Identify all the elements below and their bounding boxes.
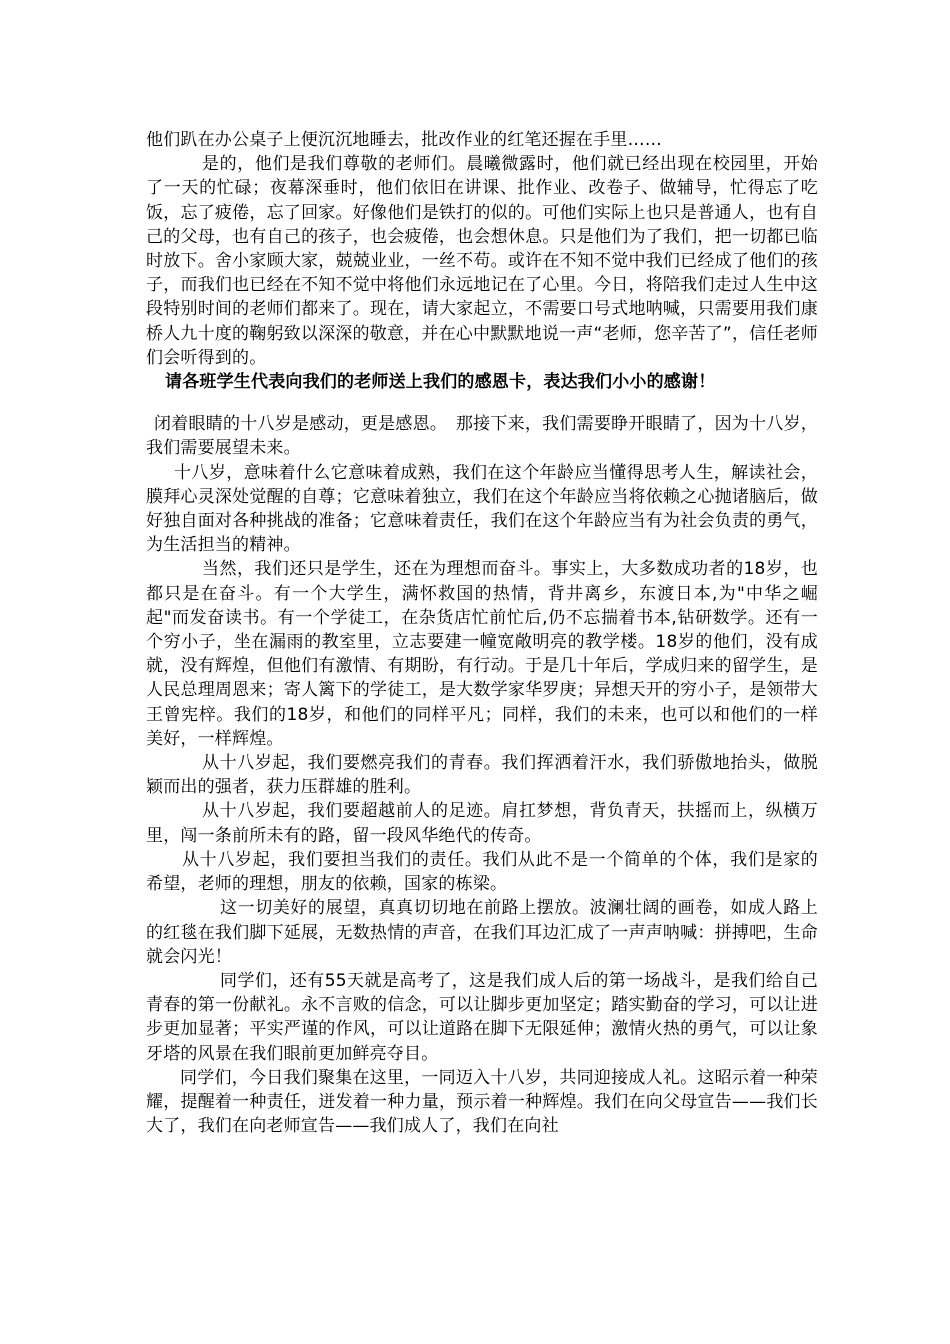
paragraph-1: 他们趴在办公桌子上便沉沉地睡去，批改作业的红笔还握在手里…… — [146, 130, 662, 150]
paragraph-gap — [146, 394, 818, 412]
paragraph-8: 从十八岁起，我们要超越前人的足迹。肩扛梦想，背负青天，扶摇而上，纵横万里，闯一条前所未有的路，留一段风华绝代的传奇。 — [146, 801, 818, 846]
document-body — [146, 128, 818, 1138]
paragraph-5: 十八岁，意味着什么它意味着成熟，我们在这个年龄应当懂得思考人生，解读社会，膜拜心灵深处觉醒的自尊；它意味着独立，我们在这个年龄应当将依赖之心抛诸脑后，做好独自面对各种挑战的准备；它意味着责任，我们在这个年龄应当有为社会负责的勇气，为生活担当的精神。 — [146, 462, 818, 556]
paragraph-11: 同学们，还有55天就是高考了，这是我们成人后的第一场战斗，是我们给自己青春的第一份献礼。永不言败的信念，可以让脚步更加坚定；踏实勤奋的学习，可以让进步更加显著；平实严谨的作风，可以让道路在脚下无限延伸；激情火热的勇气，可以让象牙塔的风景在我们眼前更加鲜亮夺目。 — [146, 970, 818, 1064]
paragraph-7: 从十八岁起，我们要燃亮我们的青春。我们挥洒着汗水，我们骄傲地抬头，做脱颖而出的强者，获力压群雄的胜利。 — [146, 753, 818, 798]
paragraph-9: 从十八岁起，我们要担当我们的责任。我们从此不是一个简单的个体，我们是家的希望，老师的理想，朋友的依赖，国家的栋梁。 — [146, 849, 818, 895]
paragraph-3-thanks-card: 请各班学生代表向我们的老师送上我们的感恩卡，表达我们小小的感谢！ — [165, 372, 716, 393]
paragraph-6: 当然，我们还只是学生，还在为理想而奋斗。事实上，大多数成功者的18岁，也都只是在奋斗。有一个大学生，满怀救国的热情，背井离乡，东渡日本,为"中华之崛起"而发奋读书。有一个学徒工，在杂货店忙前忙后,仍不忘揣着书本,钻研数学。还有一个穷小子，坐在漏雨的教室里，立志要建一幢宽敞明亮的教学楼。18岁的他们，没有成就，没有辉煌，但他们有激情、有期盼，有行动。于是几十年后，学成归来的留学生，是人民总理周恩来；寄人篱下的学徒工，是大数学家华罗庚；异想天开的穷小子，是领带大王曾宪梓。我们的18岁，和他们的同样平凡；同样，我们的未来，也可以和他们的一样美好，一样辉煌。 — [146, 559, 818, 749]
paragraph-12: 同学们，今日我们聚集在这里，一同迈入十八岁，共同迎接成人礼。这昭示着一种荣耀，提醒着一种责任，迸发着一种力量，预示着一种辉煌。我们在向父母宣告——我们长大了，我们在向老师宣告——我们成人了，我们在向社 — [146, 1067, 818, 1137]
paragraph-2: 是的，他们是我们尊敬的老师们。晨曦微露时，他们就已经出现在校园里，开始了一天的忙碌；夜幕深垂时，他们依旧在讲课、批作业、改卷子、做辅导，忙得忘了吃饭，忘了疲倦，忘了回家。好像他们是铁打的似的。可他们实际上也只是普通人，也有自己的父母，也有自己的孩子，也会疲倦，也会想休息。只是他们为了我们，把一切都已临时放下。舍小家顾大家，兢兢业业，一丝不苟。或许在不知不觉中我们已经成了他们的孩子，而我们也已经在不知不觉中将他们永远地记在了心里。今日，将陪我们走过人生中这段特别时间的老师们都来了。现在，请大家起立，不需要口号式地呐喊，只需要用我们康桥人九十度的鞠躬致以深深的敬意，并在心中默默地说一声“老师，您辛苦了”，信任老师们会听得到的。 — [146, 154, 818, 368]
paragraph-4: 闭着眼睛的十八岁是感动，更是感恩。 那接下来，我们需要睁开眼睛了，因为十八岁，我们需要展望未来。 — [146, 414, 818, 459]
paragraph-10: 这一切美好的展望，真真切切地在前路上摆放。波澜壮阔的画卷，如成人路上的红毯在我们脚下延展，无数热情的声音，在我们耳边汇成了一声声呐喊：拼搏吧，生命就会闪光！ — [146, 898, 818, 967]
